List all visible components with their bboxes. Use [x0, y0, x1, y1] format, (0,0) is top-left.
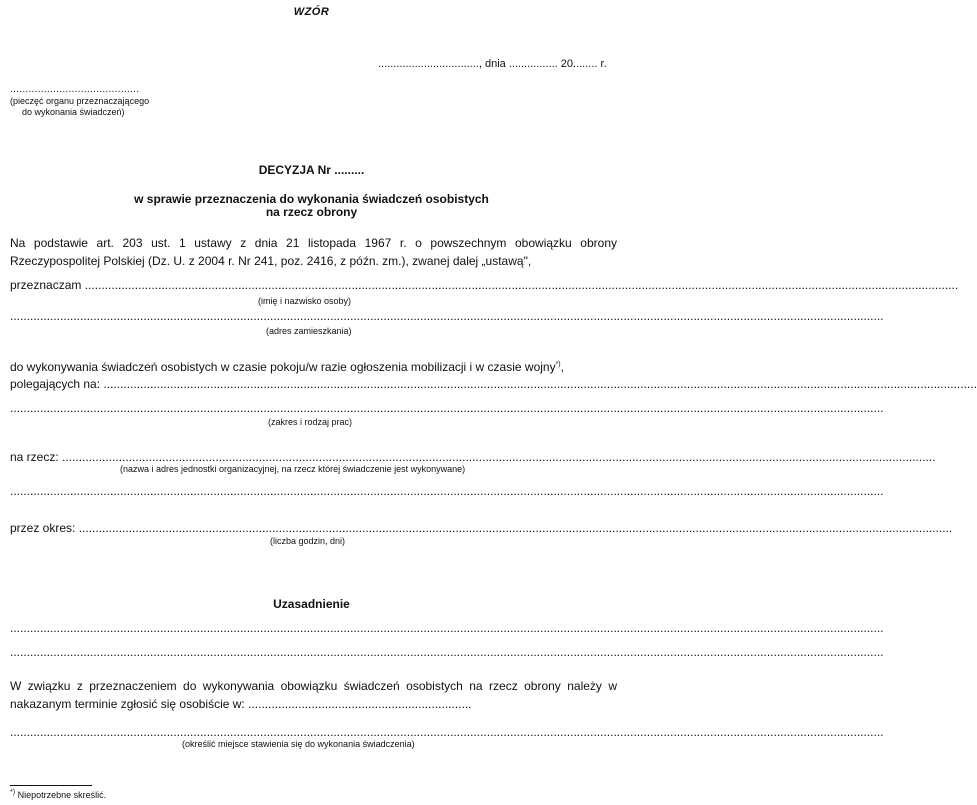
period-label: przez okres:	[10, 521, 76, 535]
instruction-dots: ...................................................................	[248, 697, 472, 711]
scope-caption: (zakres i rodzaj prac)	[268, 417, 353, 427]
consisting-dots: ......................................................................................................................................................................................................................................................................	[103, 377, 977, 391]
period-line	[10, 521, 953, 535]
unit-line	[10, 484, 884, 498]
justification-line-1	[10, 621, 884, 635]
for-label: na rzecz:	[10, 450, 59, 464]
instruction-paragraph	[10, 677, 617, 713]
person-line	[10, 278, 959, 292]
decision-subject	[0, 193, 623, 219]
footnote-divider	[10, 785, 92, 786]
legal-basis-paragraph: Na podstawie art. 203 ust. 1 ustawy z dnia 21 listopada 1967 r. o powszechnym obowiązku obrony Rzeczypospolitej Polskiej (Dz. U. z 2004 r. Nr 241, poz. 2416, z późn. zm.), zwanej dalej „ustawą",	[10, 236, 617, 268]
scope-line	[10, 401, 884, 415]
place-line	[10, 725, 884, 739]
scope-dots: ......................................................................................................................................................................................................................................................................	[10, 401, 884, 415]
period-dots: ......................................................................................................................................................................................................................................................................	[78, 521, 953, 535]
form-label: WZÓR	[293, 6, 330, 18]
person-caption: (imię i nazwisko osoby)	[258, 296, 352, 306]
footnote-text: Niepotrzebne skreślić.	[17, 790, 107, 800]
consisting-line	[10, 377, 977, 391]
address-line	[10, 309, 884, 323]
stamp-caption	[10, 96, 149, 118]
period-caption: (liczba godzin, dni)	[270, 536, 346, 546]
footnote-ref: *)	[555, 361, 561, 368]
decision-title: DECYZJA Nr .........	[258, 163, 365, 177]
justification-line-2	[10, 645, 884, 659]
unit-dots: ......................................................................................................................................................................................................................................................................	[10, 484, 884, 498]
stamp-line: ..........................................	[10, 84, 140, 95]
address-caption: (adres zamieszkania)	[266, 326, 352, 336]
decision-subject-line1: w sprawie przeznaczenia do wykonania świadczeń osobistych	[134, 192, 489, 206]
assign-label: przeznaczam	[10, 278, 82, 292]
stamp-caption-line2: do wykonania świadczeń)	[22, 107, 125, 117]
footnote	[10, 789, 106, 800]
service-paragraph: do wykonywania świadczeń osobistych w czasie pokoju/w razie ogłoszenia mobilizacji i w czasie wojny*),	[10, 360, 564, 374]
service-text: do wykonywania świadczeń osobistych w czasie pokoju/w razie ogłoszenia mobilizacji i w czasie wojny	[10, 360, 556, 374]
place-dots: ......................................................................................................................................................................................................................................................................	[10, 725, 884, 739]
consisting-label: polegających na:	[10, 377, 101, 391]
place-date-line: ................................., dnia ................ 20........ r.	[378, 58, 607, 70]
place-caption: (określić miejsce stawienia się do wykonania świadczenia)	[182, 739, 415, 749]
instruction-text: W związku z przeznaczeniem do wykonywania obowiązku świadczeń osobistych na rzecz obrony należy w nakazanym terminie zgłosić się osobiście w:	[10, 679, 617, 711]
person-dots: ......................................................................................................................................................................................................................................................................	[84, 278, 959, 292]
address-dots: ......................................................................................................................................................................................................................................................................	[10, 309, 884, 323]
for-line	[10, 450, 936, 464]
for-dots: ......................................................................................................................................................................................................................................................................	[62, 450, 936, 464]
footnote-marker: *)	[10, 789, 16, 796]
stamp-caption-line1: (pieczęć organu przeznaczającego	[10, 96, 150, 106]
unit-caption: (nazwa i adres jednostki organizacyjnej, na rzecz której świadczenie jest wykonywane)	[120, 464, 466, 474]
justification-dots-1: ......................................................................................................................................................................................................................................................................	[10, 621, 884, 635]
decision-subject-line2: na rzecz obrony	[265, 205, 358, 219]
justification-heading: Uzasadnienie	[273, 597, 350, 611]
justification-dots-2: ......................................................................................................................................................................................................................................................................	[10, 645, 884, 659]
